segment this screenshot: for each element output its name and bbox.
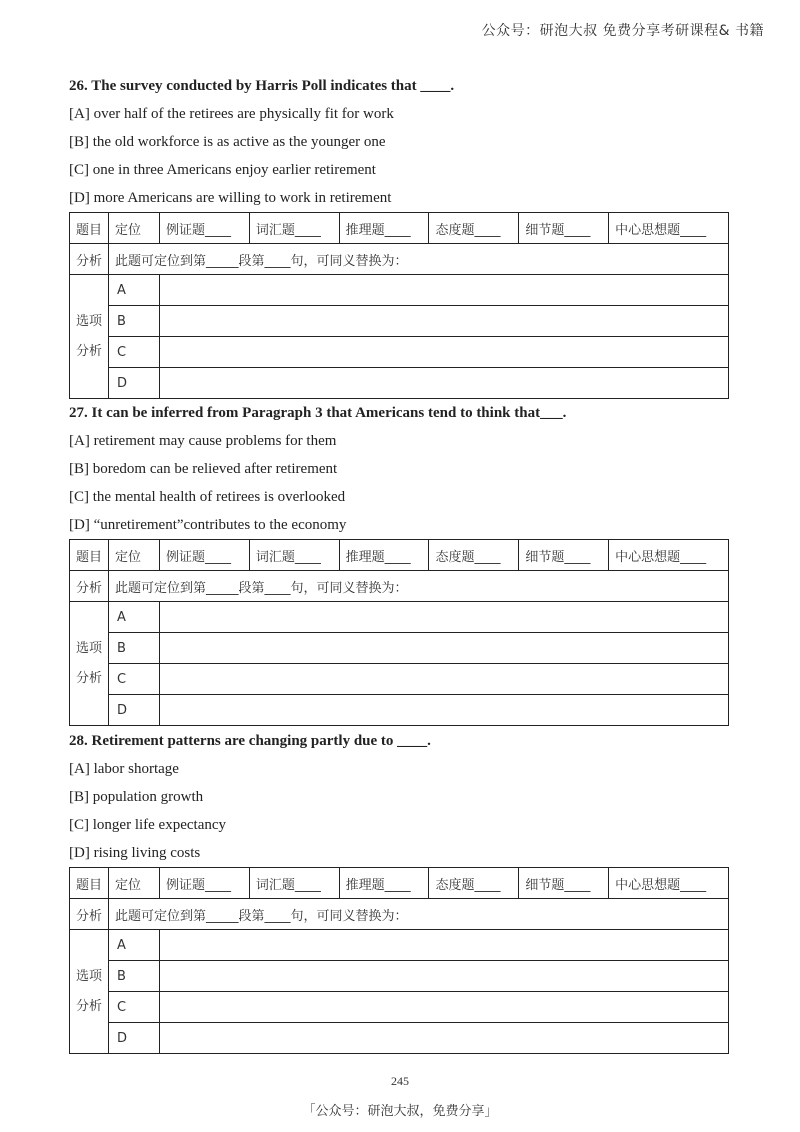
option-analysis-blank	[160, 992, 729, 1023]
option-c: [C] one in three Americans enjoy earlier retirement	[69, 162, 376, 178]
type-cell: 态度题____	[429, 540, 519, 571]
option-d: [D] rising living costs	[69, 845, 201, 861]
option-letter: C	[109, 337, 160, 368]
option-letter: A	[109, 602, 160, 633]
option-letter: B	[109, 961, 160, 992]
option-b: [B] boredom can be relieved after retirement	[69, 461, 338, 477]
analysis-table	[69, 867, 729, 1054]
option-analysis-blank	[160, 930, 729, 961]
option-d: [D] more Americans are willing to work in retirement	[69, 190, 392, 206]
option-letter: D	[109, 695, 160, 726]
option-letter: A	[109, 930, 160, 961]
table-label-top: 题目	[70, 213, 109, 244]
type-cell: 态度题____	[429, 213, 519, 244]
table-label-top: 题目	[70, 540, 109, 571]
locate-cell: 此题可定位到第_____段第____句，可同义替换为：	[109, 571, 729, 602]
option-a: [A] retirement may cause problems for them	[69, 433, 337, 449]
option-analysis-blank	[160, 695, 729, 726]
option-b: [B] the old workforce is as active as the younger one	[69, 134, 386, 150]
option-letter: A	[109, 275, 160, 306]
type-cell: 推理题____	[339, 868, 429, 899]
type-cell: 推理题____	[339, 540, 429, 571]
type-cell: 态度题____	[429, 868, 519, 899]
locate-cell: 此题可定位到第_____段第____句，可同义替换为：	[109, 899, 729, 930]
table-label-bottom: 选项 分析	[70, 602, 109, 726]
table-label-top: 分析	[70, 571, 109, 602]
option-analysis-blank	[160, 1023, 729, 1054]
type-cell: 中心思想题____	[609, 868, 729, 899]
option-letter: B	[109, 306, 160, 337]
type-cell: 例证题____	[160, 540, 250, 571]
question-title: 27. It can be inferred from Paragraph 3 that Americans tend to think that___.	[69, 405, 567, 421]
type-cell: 中心思想题____	[609, 213, 729, 244]
type-cell: 词汇题____	[249, 540, 339, 571]
option-analysis-blank	[160, 664, 729, 695]
type-cell: 词汇题____	[249, 868, 339, 899]
type-cell: 定位	[109, 213, 160, 244]
table-label-top: 分析	[70, 899, 109, 930]
type-cell: 例证题____	[160, 868, 250, 899]
table-label-top: 分析	[70, 244, 109, 275]
type-cell: 例证题____	[160, 213, 250, 244]
type-cell: 细节题____	[519, 213, 609, 244]
option-a: [A] over half of the retirees are physically fit for work	[69, 106, 394, 122]
table-label-bottom: 选项 分析	[70, 275, 109, 399]
type-cell: 细节题____	[519, 868, 609, 899]
locate-cell: 此题可定位到第_____段第____句，可同义替换为：	[109, 244, 729, 275]
type-cell: 定位	[109, 540, 160, 571]
table-label-bottom: 选项 分析	[70, 930, 109, 1054]
option-b: [B] population growth	[69, 789, 204, 805]
footer-note: 「公众号：研泡大叔，免费分享」	[302, 1104, 498, 1119]
option-analysis-blank	[160, 275, 729, 306]
question-27	[69, 399, 729, 726]
option-c: [C] the mental health of retirees is overlooked	[69, 489, 346, 505]
option-letter: C	[109, 992, 160, 1023]
question-title: 28. Retirement patterns are changing partly due to ____.	[69, 733, 431, 749]
page-number: 245	[391, 1074, 409, 1088]
type-cell: 推理题____	[339, 213, 429, 244]
option-analysis-blank	[160, 633, 729, 664]
analysis-table	[69, 539, 729, 726]
option-c: [C] longer life expectancy	[69, 817, 227, 833]
table-label-top: 题目	[70, 868, 109, 899]
option-analysis-blank	[160, 961, 729, 992]
question-title: 26. The survey conducted by Harris Poll indicates that ____.	[69, 78, 455, 94]
option-analysis-blank	[160, 337, 729, 368]
question-26	[69, 72, 729, 399]
analysis-table	[69, 212, 729, 399]
option-d: [D] “unretirement”contributes to the economy	[69, 517, 347, 533]
option-a: [A] labor shortage	[69, 761, 179, 777]
type-cell: 定位	[109, 868, 160, 899]
option-letter: D	[109, 368, 160, 399]
type-cell: 词汇题____	[249, 213, 339, 244]
question-28	[69, 727, 729, 1054]
option-analysis-blank	[160, 306, 729, 337]
option-letter: D	[109, 1023, 160, 1054]
option-letter: B	[109, 633, 160, 664]
option-analysis-blank	[160, 602, 729, 633]
option-letter: C	[109, 664, 160, 695]
option-analysis-blank	[160, 368, 729, 399]
type-cell: 中心思想题____	[609, 540, 729, 571]
page-header: 公众号：研泡大叔 免费分享考研课程& 书籍	[481, 23, 764, 39]
type-cell: 细节题____	[519, 540, 609, 571]
